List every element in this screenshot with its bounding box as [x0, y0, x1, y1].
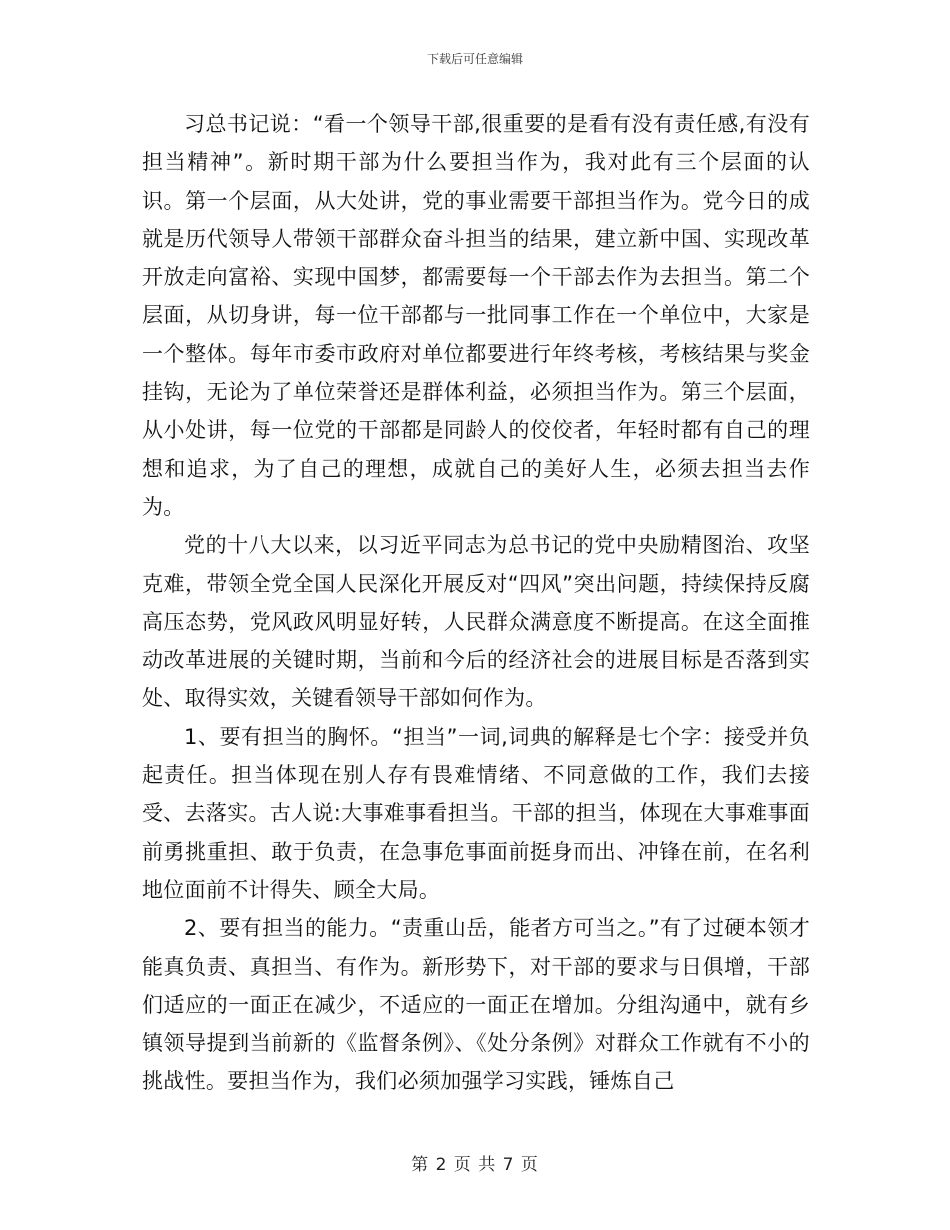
page-number: 第 2 页 共 7 页 [411, 1155, 539, 1175]
document-body [142, 105, 810, 1101]
paragraph-3: 1、要有担当的胸怀。“担当”一词,词典的解释是七个字：接受并负起责任。担当体现在别人存有畏难情绪、不同意做的工作，我们去接受、去落实。古人说:大事难事看担当。干部的担当，体现在大事难事面前勇挑重担、敢于负责，在急事危事面前挺身而出、冲锋在前，在名利地位面前不计得失、顾全大局。 [142, 724, 810, 902]
paragraph-4: 2、要有担当的能力。“责重山岳，能者方可当之。”有了过硬本领才能真负责、真担当、有作为。新形势下，对干部的要求与日俱增，干部们适应的一面正在减少，不适应的一面正在增加。分组沟通中，就有乡镇领导提到当前新的《监督条例》、《处分条例》对群众工作就有不小的挑战性。要担当作为，我们必须加强学习实践，锤炼自己 [142, 916, 810, 1094]
paragraph-2: 党的十八大以来，以习近平同志为总书记的党中央励精图治、攻坚克难，带领全党全国人民深化开展反对“四风”突出问题，持续保持反腐高压态势，党风政风明显好转，人民群众满意度不断提高。在这全面推动改革进展的关键时期，当前和今后的经济社会的进展目标是否落到实处、取得实效，关键看领导干部如何作为。 [142, 533, 810, 711]
page-header: 下载后可任意编辑 [426, 52, 523, 66]
paragraph-1: 习总书记说：“看一个领导干部,很重要的是看有没有责任感,有没有担当精神”。新时期干部为什么要担当作为，我对此有三个层面的认识。第一个层面，从大处讲，党的事业需要干部担当作为。党今日的成就是历代领导人带领干部群众奋斗担当的结果，建立新中国、实现改革开放走向富裕、实现中国梦，都需要每一个干部去作为去担当。第二个层面，从切身讲，每一位干部都与一批同事工作在一个单位中，大家是一个整体。每年市委市政府对单位都要进行年终考核，考核结果与奖金挂钩，无论为了单位荣誉还是群体利益，必须担当作为。第三个层面，从小处讲，每一位党的干部都是同龄人的佼佼者，年轻时都有自己的理想和追求，为了自己的理想，成就自己的美好人生，必须去担当去作为。 [142, 112, 810, 519]
